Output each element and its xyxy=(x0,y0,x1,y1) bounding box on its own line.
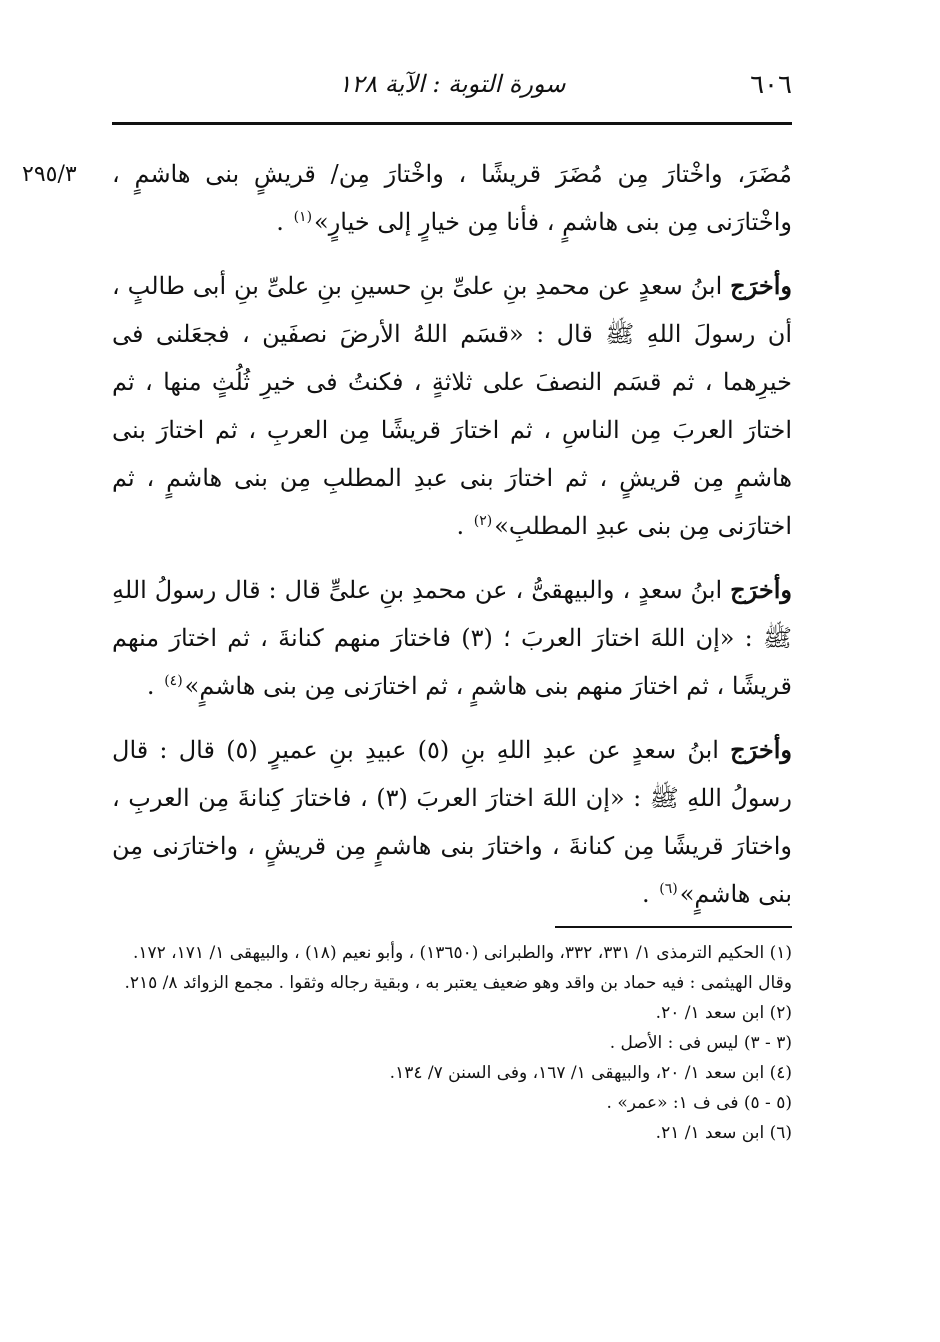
paragraph-text: مُضَرَ، واخْتارَ مِن مُضَرَ قريشًا ، واخْتارَ مِن/ قريشٍ بنى هاشمٍ ، واخْتارَنى مِن بنى هاشمٍ ، فأنا مِن خيارٍ إلى خيارٍ» xyxy=(112,160,793,236)
footnote: (٦) ابن سعد ١/ ٢١. xyxy=(655,1123,792,1143)
footnote-marker: (٢) xyxy=(473,513,493,529)
footnote-marker: (٦) xyxy=(659,881,678,897)
paragraph-text: ابنُ سعدٍ ، والبيهقىُّ ، عن محمدِ بنِ علىٍّ قال : قال رسولُ اللهِ ﷺ : «إن اللهَ اختارَ العربَ ؛ (٣) فاختارَ منهم كنانةَ ، ثم اختارَ منهم قريشًا ، ثم اختارَ منهم بنى هاشمٍ ، ثم اختارَنى مِن بنى هاشمٍ» xyxy=(112,576,792,700)
paragraph-end: . xyxy=(641,880,658,908)
paragraph-end: . xyxy=(146,672,163,700)
footnote-rule xyxy=(555,926,792,928)
main-text xyxy=(112,150,792,934)
paragraph-text: ابنُ سعدٍ عن عبدِ اللهِ بنِ (٥) عبيدِ بنِ عميرٍ (٥) قال : قال رسولُ اللهِ ﷺ : «إن اللهَ اختارَ العربَ (٣) ، فاختارَ كِنانةَ مِن العربِ ، واختارَ قريشًا مِن كنانةَ ، واختارَ بنى هاشمٍ مِن قريشٍ ، واختارَنى مِن بنى هاشمٍ» xyxy=(112,736,792,908)
page-number: ٦٠٦ xyxy=(750,70,792,100)
paragraph-lead: وأخرَج xyxy=(730,575,792,604)
footnote: (٤) ابن سعد ١/ ٢٠، والبيهقى ١/ ١٦٧، وفى السنن ٧/ ١٣٤. xyxy=(389,1063,792,1083)
header-rule xyxy=(112,122,792,125)
paragraph-lead: وأخرَج xyxy=(730,735,792,764)
margin-reference: ٢٩٥/٣ xyxy=(22,162,77,187)
running-title: سورة التوبة : الآية ١٢٨ xyxy=(338,70,566,98)
paragraph-4 xyxy=(112,726,792,918)
paragraph-end: . xyxy=(276,208,292,236)
footnote: (٢) ابن سعد ١/ ٢٠. xyxy=(655,1003,792,1023)
paragraph-lead: وأخرَج xyxy=(730,271,792,300)
footnotes xyxy=(112,938,792,1148)
paragraph-2 xyxy=(112,262,792,550)
footnote-marker: (٤) xyxy=(164,673,183,689)
footnote: (٥ - ٥) فى ف ١: «عمر» . xyxy=(606,1093,792,1113)
paragraph-3 xyxy=(112,566,792,710)
paragraph-text: ابنُ سعدٍ عن محمدِ بنِ علىِّ بنِ حسينِ بنِ علىِّ بنِ أبى طالبٍ ، أن رسولَ اللهِ ﷺ قال : «قسَم اللهُ الأرضَ نصفَين ، فجعَلنى فى خيرِهما ، ثم قسَم النصفَ على ثلاثةٍ ، فكنتُ فى خيرِ ثُلُثٍ منها ، ثم اختارَ العربَ مِن الناسِ ، ثم اختارَ قريشًا مِن العربِ ، ثم اختارَ بنى هاشمٍ مِن قريشٍ ، ثم اختارَ بنى عبدِ المطلبِ مِن بنى هاشمٍ ، ثم اختارَنى مِن بنى عبدِ المطلبِ» xyxy=(112,272,792,540)
footnote-marker: (١) xyxy=(293,209,313,225)
footnote: (١) الحكيم الترمذى ١/ ٣٣١، ٣٣٢، والطبرانى (١٣٦٥٠) ، وأبو نعيم (١٨) ، والبيهقى ١/ ١٧١، ١٧٢. وقال الهيثمى : فيه حماد بن واقد وهو ضعيف يعتبر به ، وبقية رجاله وثقوا . مجمع الزوائد ٨/ ٢١٥. xyxy=(124,943,792,993)
paragraph-end: . xyxy=(456,512,472,540)
paragraph-1 xyxy=(112,150,792,246)
page-header xyxy=(112,64,792,114)
footnote: (٣ - ٣) ليس فى : الأصل . xyxy=(609,1033,792,1053)
